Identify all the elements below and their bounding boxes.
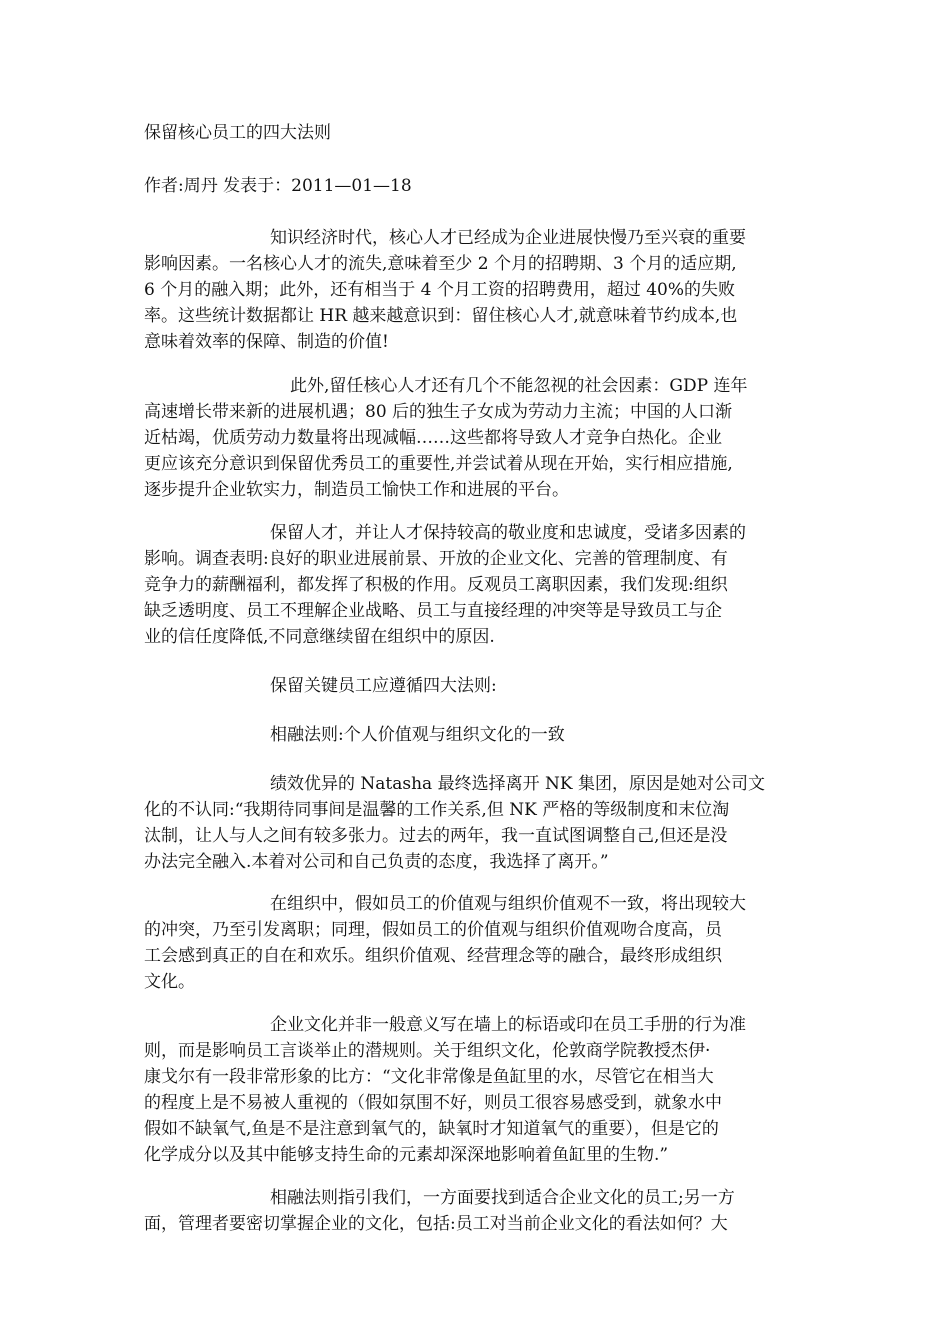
byline: 作者:周丹 发表于：2011—01—18 bbox=[144, 176, 412, 196]
paragraph-line: 高速增长带来新的进展机遇；80 后的独生子女成为劳动力主流；中国的人口渐 bbox=[144, 402, 733, 422]
paragraph-line: 化的不认同:“我期待同事间是温馨的工作关系,但 NK 严格的等级制度和末位淘 bbox=[144, 800, 730, 820]
paragraph-line: 在组织中，假如员工的价值观与组织价值观不一致，将出现较大 bbox=[270, 894, 746, 914]
paragraph-line: 汰制，让人与人之间有较多张力。过去的两年，我一直试图调整自己,但还是没 bbox=[144, 826, 728, 846]
document-title: 保留核心员工的四大法则 bbox=[144, 123, 331, 143]
paragraph-line: 康戈尔有一段非常形象的比方：“文化非常像是鱼缸里的水，尽管它在相当大 bbox=[144, 1067, 714, 1087]
paragraph-line: 知识经济时代，核心人才已经成为企业进展快慢乃至兴衰的重要 bbox=[270, 228, 746, 248]
paragraph-line: 率。这些统计数据都让 HR 越来越意识到：留住核心人才,就意味着节约成本,也 bbox=[144, 306, 738, 326]
paragraph-line: 企业文化并非一般意义写在墙上的标语或印在员工手册的行为准 bbox=[270, 1015, 746, 1035]
paragraph-line: 缺乏透明度、员工不理解企业战略、员工与直接经理的冲突等是导致员工与企 bbox=[144, 601, 722, 621]
paragraph-line: 业的信任度降低,不同意继续留在组织中的原因. bbox=[144, 627, 495, 647]
paragraph-line: 影响。调查表明:良好的职业进展前景、开放的企业文化、完善的管理制度、有 bbox=[144, 549, 728, 569]
paragraph-line: 更应该充分意识到保留优秀员工的重要性,并尝试着从现在开始，实行相应措施, bbox=[144, 454, 733, 474]
paragraph-line: 化学成分以及其中能够支持生命的元素却深深地影响着鱼缸里的生物.” bbox=[144, 1145, 669, 1165]
paragraph-line: 竞争力的薪酬福利，都发挥了积极的作用。反观员工离职因素，我们发现:组织 bbox=[144, 575, 728, 595]
paragraph-line: 假如不缺氧气,鱼是不是注意到氧气的，缺氧时才知道氧气的重要），但是它的 bbox=[144, 1119, 719, 1139]
paragraph-line: 办法完全融入.本着对公司和自己负责的态度，我选择了离开。” bbox=[144, 852, 609, 872]
paragraph-line: 相融法则:个人价值观与组织文化的一致 bbox=[270, 725, 565, 745]
paragraph-line: 的程度上是不易被人重视的（假如氛围不好，则员工很容易感受到，就象水中 bbox=[144, 1093, 722, 1113]
paragraph-line: 意味着效率的保障、制造的价值! bbox=[144, 332, 389, 352]
paragraph-line: 文化。 bbox=[144, 972, 195, 992]
paragraph-line: 的冲突，乃至引发离职；同理，假如员工的价值观与组织价值观吻合度高，员 bbox=[144, 920, 722, 940]
paragraph-line: 影响因素。一名核心人才的流失,意味着至少 2 个月的招聘期、3 个月的适应期, bbox=[144, 254, 737, 274]
paragraph-line: 保留关键员工应遵循四大法则: bbox=[270, 676, 497, 696]
paragraph-line: 面，管理者要密切掌握企业的文化，包括:员工对当前企业文化的看法如何？大 bbox=[144, 1214, 728, 1234]
paragraph-line: 绩效优异的 Natasha 最终选择离开 NK 集团，原因是她对公司文 bbox=[270, 774, 765, 794]
paragraph-line: 近枯竭，优质劳动力数量将出现减幅……这些都将导致人才竞争白热化。企业 bbox=[144, 428, 722, 448]
paragraph-line: 逐步提升企业软实力，制造员工愉快工作和进展的平台。 bbox=[144, 480, 569, 500]
paragraph-line: 此外,留任核心人才还有几个不能忽视的社会因素：GDP 连年 bbox=[290, 376, 748, 396]
paragraph-line: 工会感到真正的自在和欢乐。组织价值观、经营理念等的融合，最终形成组织 bbox=[144, 946, 722, 966]
paragraph-line: 相融法则指引我们，一方面要找到适合企业文化的员工;另一方 bbox=[270, 1188, 735, 1208]
paragraph-line: 6 个月的融入期；此外，还有相当于 4 个月工资的招聘费用，超过 40%的失败 bbox=[144, 280, 736, 300]
paragraph-line: 则，而是影响员工言谈举止的潜规则。关于组织文化，伦敦商学院教授杰伊· bbox=[144, 1041, 711, 1061]
paragraph-line: 保留人才，并让人才保持较高的敬业度和忠诚度，受诸多因素的 bbox=[270, 523, 746, 543]
